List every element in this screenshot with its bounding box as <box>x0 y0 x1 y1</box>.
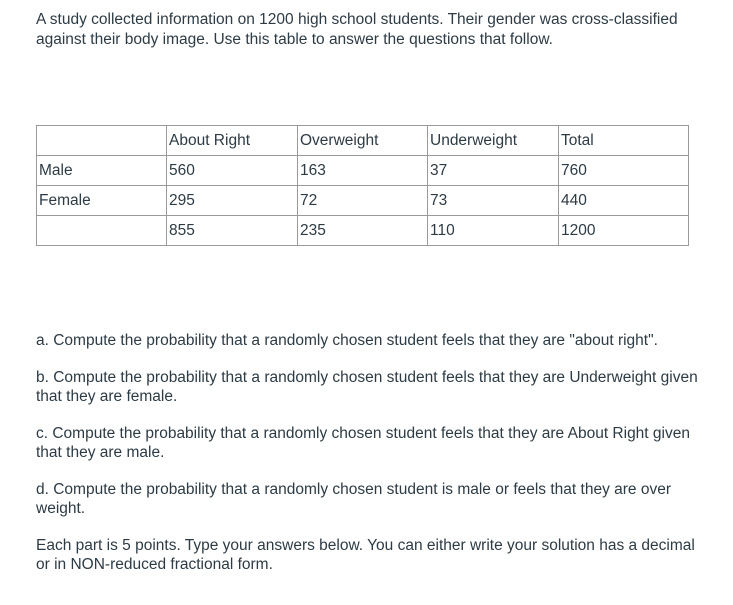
header-cell-about-right: About Right <box>167 126 298 156</box>
question-b: b. Compute the probability that a randomly chosen student feels that they are Underweight given that they are female. <box>36 368 698 405</box>
table-cell: 235 <box>298 216 428 246</box>
contingency-table <box>36 125 689 246</box>
header-cell-underweight: Underweight <box>428 126 559 156</box>
header-cell-total: Total <box>559 126 689 156</box>
table-cell: 760 <box>559 156 689 186</box>
table-row-female <box>37 186 689 216</box>
table-cell: 72 <box>298 186 428 216</box>
row-label: Male <box>37 156 167 186</box>
intro-text: A study collected information on 1200 high school students. Their gender was cross-classified against their body image. Use this table to answer the questions that follow. <box>36 11 678 48</box>
table-cell: 295 <box>167 186 298 216</box>
table-header-row <box>37 126 689 156</box>
header-cell-empty <box>37 126 167 156</box>
table-cell: 37 <box>428 156 559 186</box>
table-row-male <box>37 156 689 186</box>
table-cell: 163 <box>298 156 428 186</box>
intro-section <box>36 10 696 49</box>
question-c: c. Compute the probability that a randomly chosen student feels that they are About Right given that they are male. <box>36 424 690 461</box>
instructions-text: Each part is 5 points. Type your answers below. You can either write your solution has a decimal or in NON-reduced fractional form. <box>36 536 695 573</box>
question-d: d. Compute the probability that a randomly chosen student is male or feels that they are over weight. <box>36 480 671 517</box>
table-cell: 440 <box>559 186 689 216</box>
questions-section <box>36 331 701 592</box>
row-label: Female <box>37 186 167 216</box>
row-label <box>37 216 167 246</box>
table-cell: 855 <box>167 216 298 246</box>
table-cell: 110 <box>428 216 559 246</box>
header-cell-overweight: Overweight <box>298 126 428 156</box>
table-cell: 560 <box>167 156 298 186</box>
table-cell: 1200 <box>559 216 689 246</box>
table-row-totals <box>37 216 689 246</box>
table-cell: 73 <box>428 186 559 216</box>
question-a: a. Compute the probability that a randomly chosen student feels that they are "about right". <box>36 332 658 349</box>
